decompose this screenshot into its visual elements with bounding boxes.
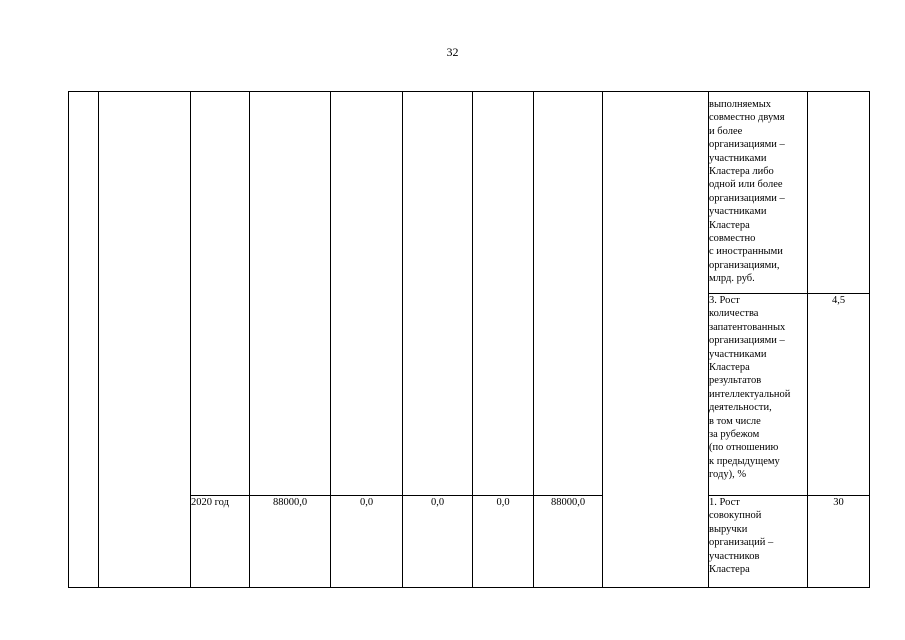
table-row	[69, 92, 870, 294]
cell-indicator: 1. Рост совокупной выручки организаций – участников Кластера	[709, 496, 808, 588]
cell-amount-regional	[403, 92, 473, 496]
cell-indicator: 3. Рост количества запатентованных организациями – участниками Кластера результатов интеллектуальной деятельности, в том числе за рубежом (по отношению к предыдущему году), %	[709, 294, 808, 496]
cell-amount-regional: 0,0	[403, 496, 473, 588]
cell-indicator-value	[808, 92, 870, 294]
budget-table	[68, 91, 870, 588]
cell-indicator-value: 4,5	[808, 294, 870, 496]
cell-amount-federal: 0,0	[331, 496, 403, 588]
cell-year	[191, 92, 250, 496]
cell-indicator: выполняемых совместно двумя и более организациями – участниками Кластера либо одной или более организациями – участниками Кластера совместно с иностранными организациями, млрд. руб.	[709, 92, 808, 294]
cell-amount-total: 88000,0	[250, 496, 331, 588]
cell-year: 2020 год	[191, 496, 250, 588]
cell-amount-other	[534, 92, 603, 496]
cell-indicator-value: 30	[808, 496, 870, 588]
cell-amount-local: 0,0	[473, 496, 534, 588]
cell-amount-federal	[331, 92, 403, 496]
cell-amount-local	[473, 92, 534, 496]
cell-event-name	[99, 92, 191, 588]
cell-executor	[603, 92, 709, 588]
cell-number	[69, 92, 99, 588]
cell-amount-other: 88000,0	[534, 496, 603, 588]
cell-amount-total	[250, 92, 331, 496]
page-number: 32	[446, 45, 459, 59]
